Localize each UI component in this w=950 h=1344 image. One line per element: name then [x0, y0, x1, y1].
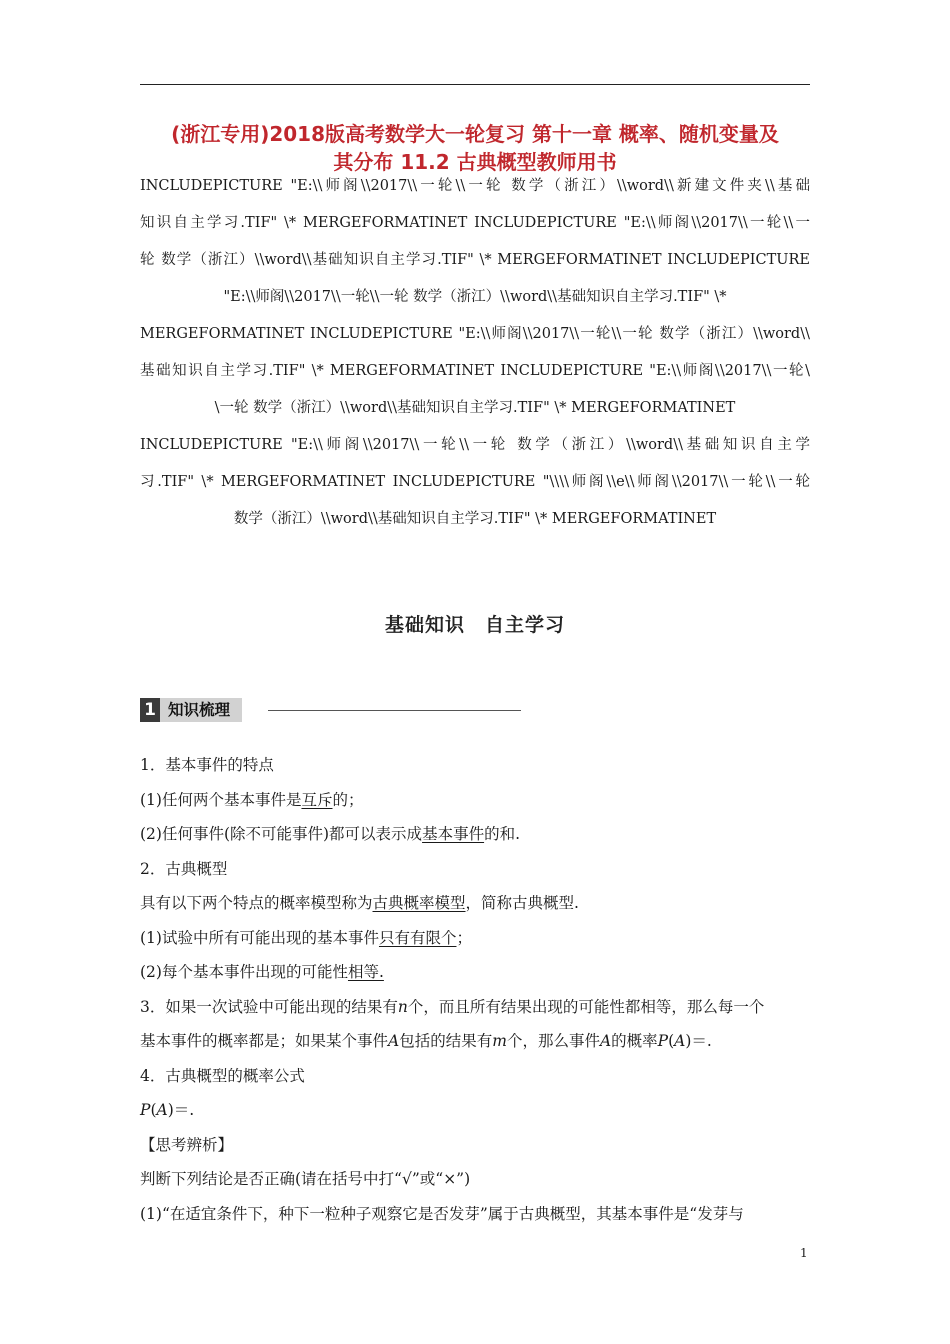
item-1-point-1: (1)任何两个基本事件是互斥的；: [140, 790, 364, 809]
judge-instruction: 判断下列结论是否正确(请在括号中打“√”或“×”): [140, 1170, 471, 1188]
field-code-line: INCLUDEPICTURE "E:\\师阁\\2017\\一轮\\一轮 数学（浙江）\\word\\新建文件夹\\基础: [140, 178, 810, 194]
field-code-line: 习.TIF" \* MERGEFORMATINET INCLUDEPICTURE "\\\\师阁\\e\\师阁\\2017\\一轮\\一轮: [140, 474, 810, 490]
badge-label: 知识梳理: [160, 698, 242, 722]
badge-number: 1: [140, 698, 160, 722]
knowledge-badge: [140, 698, 242, 722]
item-1-point-2: (2)任何事件(除不可能事件)都可以表示成基本事件的和.: [140, 825, 521, 843]
item-4-title: 4．古典概型的概率公式: [140, 1066, 305, 1085]
item-1-title: 1．基本事件的特点: [140, 756, 274, 774]
item-2-point-1: (1)试验中所有可能出现的基本事件只有有限个；: [140, 928, 472, 947]
title-line-1: (浙江专用)2018版高考数学大一轮复习 第十一章 概率、随机变量及: [171, 122, 779, 146]
page-number: 1: [800, 1246, 808, 1260]
blank-answer: 基本事件: [422, 825, 485, 843]
field-code-line: 数学（浙江）\\word\\基础知识自主学习.TIF" \* MERGEFORMATINET: [233, 511, 717, 527]
blank-answer: 互斥: [301, 790, 333, 809]
field-code-line: 基础知识自主学习.TIF" \* MERGEFORMATINET INCLUDEPICTURE "E:\\师阁\\2017\\一轮\: [140, 363, 810, 379]
field-code-line: MERGEFORMATINET INCLUDEPICTURE "E:\\师阁\\2017\\一轮\\一轮 数学（浙江）\\word\\: [140, 326, 810, 342]
field-code-line: \一轮 数学（浙江）\\word\\基础知识自主学习.TIF" \* MERGEFORMATINET: [214, 400, 736, 416]
badge-rule: [268, 710, 521, 711]
title-line-2: 其分布 11.2 古典概型教师用书: [333, 150, 617, 174]
probability-formula: P(A)＝.: [140, 1101, 195, 1119]
field-code-line: "E:\\师阁\\2017\\一轮\\一轮 数学（浙江）\\word\\基础知识自主学习.TIF" \*: [223, 289, 727, 305]
item-3-line-1: 3．如果一次试验中可能出现的结果有n个，而且所有结果出现的可能性都相等，那么每一个: [140, 997, 765, 1016]
field-code-line: 知识自主学习.TIF" \* MERGEFORMATINET INCLUDEPICTURE "E:\\师阁\\2017\\一轮\\一: [140, 215, 810, 231]
blank-answer: 只有有限个: [378, 928, 457, 947]
item-2-point-2: (2)每个基本事件出现的可能性相等.: [140, 963, 384, 981]
item-2-description: 具有以下两个特点的概率模型称为古典概率模型，简称古典概型.: [140, 894, 579, 912]
blank-answer: 古典概率模型: [372, 894, 466, 912]
section-heading: 基础知识 自主学习: [384, 614, 565, 636]
item-3-line-2: 基本事件的概率都是；如果某个事件A包括的结果有m个，那么事件A的概率P(A)＝.: [140, 1032, 712, 1050]
field-code-block: [140, 168, 810, 538]
think-heading: 【思考辨析】: [140, 1135, 234, 1154]
item-2-title: 2．古典概型: [140, 859, 228, 878]
header-rule: [140, 84, 810, 85]
question-1: (1)“在适宜条件下，种下一粒种子观察它是否发芽”属于古典概型，其基本事件是“发芽与: [140, 1204, 744, 1223]
blank-answer: 相等.: [347, 963, 384, 981]
field-code-line: INCLUDEPICTURE "E:\\师阁\\2017\\一轮\\一轮 数学（浙江）\\word\\基础知识自主学: [140, 437, 810, 453]
content-body: [140, 748, 810, 1231]
field-code-line: 轮 数学（浙江）\\word\\基础知识自主学习.TIF" \* MERGEFORMATINET INCLUDEPICTURE: [140, 252, 810, 268]
